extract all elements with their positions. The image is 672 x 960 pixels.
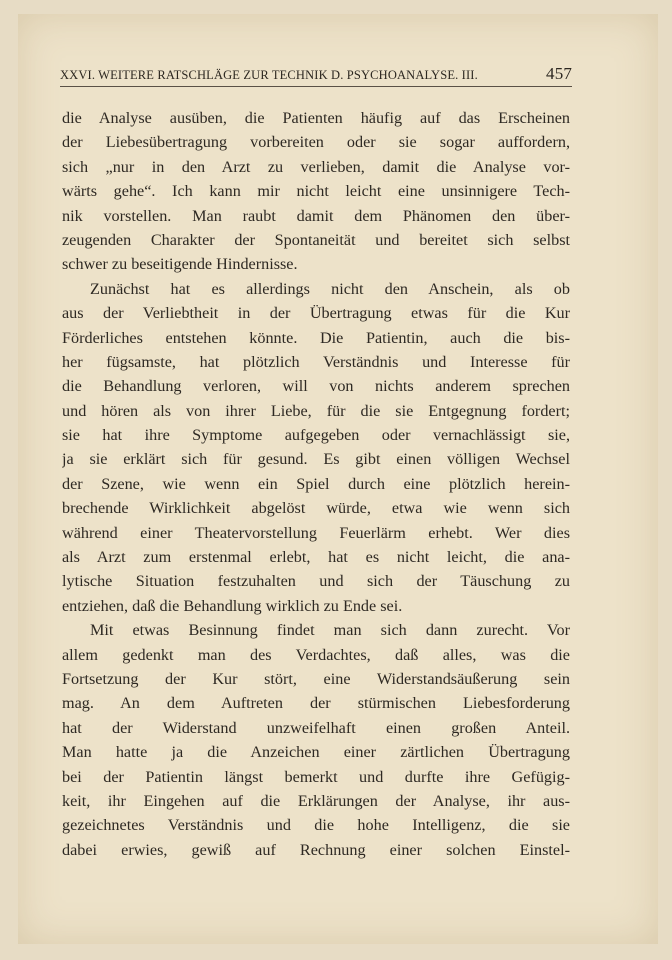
text-line: aus der Verliebtheit in der Übertragung etwas für die Kur [62,304,570,323]
text-line: nik vorstellen. Man raubt damit dem Phänomen den über- [62,206,570,225]
text-line: entziehen, daß die Behandlung wirklich zu Ende sei. [62,596,403,615]
text-line: sie hat ihre Symptome aufgegeben oder vernachlässigt sie, [62,426,570,445]
running-header [60,64,572,84]
text-line: keit, ihr Eingehen auf die Erklärungen der Analyse, ihr aus- [62,791,570,810]
text-line: mag. An dem Auftreten der stürmischen Liebesforderung [62,694,570,713]
text-line: allem gedenkt man des Verdachtes, daß alles, was die [62,645,570,664]
text-line: dabei erwies, gewiß auf Rechnung einer solchen Einstel- [62,840,570,859]
header-rule [60,86,572,87]
page-number: 457 [546,64,572,83]
text-line: brechende Wirklichkeit abgelöst würde, etwa wie wenn sich [62,499,570,518]
text-line: und hören als von ihrer Liebe, für die sie Entgegnung fordert; [62,401,570,420]
text-line: zeugenden Charakter der Spontaneität und bereitet sich selbst [62,230,570,249]
text-line: wärts gehe“. Ich kann mir nicht leicht eine unsinnigere Tech- [62,182,570,201]
text-line: bei der Patientin längst bemerkt und durfte ihre Gefügig- [62,767,570,786]
text-line: während einer Theatervorstellung Feuerlärm erhebt. Wer dies [62,523,570,542]
text-line: als Arzt zum erstenmal erlebt, hat es nicht leicht, die ana- [62,548,570,567]
text-line: Fortsetzung der Kur stört, eine Widerstandsäußerung sein [62,669,570,688]
text-line: ja sie erklärt sich für gesund. Es gibt einen völligen Wechsel [62,450,570,469]
text-line: schwer zu beseitigende Hindernisse. [62,255,298,274]
paragraph-first-line: Mit etwas Besinnung findet man sich dann zurecht. Vor [90,621,570,640]
text-line: der Szene, wie wenn ein Spiel durch eine plötzlich herein- [62,474,570,493]
text-line: der Liebesübertragung vorbereiten oder sie sogar auffordern, [62,133,570,152]
text-line: die Behandlung verloren, will von nichts anderem sprechen [62,377,570,396]
text-line: Förderliches entstehen könnte. Die Patientin, auch die bis- [62,328,570,347]
running-title: XXVI. WEITERE RATSCHLÄGE ZUR TECHNIK D. PSYCHOANALYSE. III. [60,68,478,82]
text-line: die Analyse ausüben, die Patienten häufig auf das Erscheinen [62,109,570,127]
text-line: Man hatte ja die Anzeichen einer zärtlichen Übertragung [62,743,570,762]
body-text [62,106,570,862]
text-line: gezeichnetes Verständnis und die hohe Intelligenz, die sie [62,816,570,835]
text-line: lytische Situation festzuhalten und sich der Täuschung zu [62,572,570,591]
paragraph-first-line: Zunächst hat es allerdings nicht den Anschein, als ob [90,279,570,298]
text-line: hat der Widerstand unzweifelhaft einen großen Anteil. [62,718,570,737]
text-line: her fügsamste, hat plötzlich Verständnis und Interesse für [62,352,570,371]
text-line: sich „nur in den Arzt zu verlieben, damit die Analyse vor- [62,157,570,176]
